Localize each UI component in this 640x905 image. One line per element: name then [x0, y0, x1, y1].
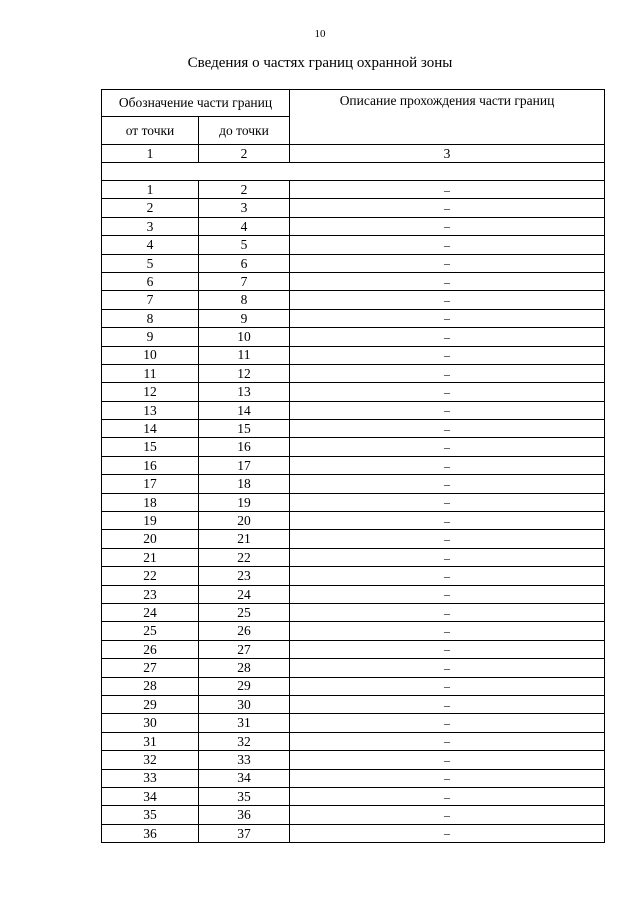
cell-description: – — [290, 456, 605, 474]
cell-from-point: 20 — [102, 530, 199, 548]
cell-to-point: 4 — [199, 217, 290, 235]
cell-description: – — [290, 328, 605, 346]
empty-separator-row — [102, 163, 605, 181]
cell-from-point: 16 — [102, 456, 199, 474]
cell-from-point: 28 — [102, 677, 199, 695]
cell-description: – — [290, 751, 605, 769]
table-row — [102, 309, 605, 327]
cell-to-point: 17 — [199, 456, 290, 474]
cell-to-point: 25 — [199, 603, 290, 621]
table-row — [102, 346, 605, 364]
cell-from-point: 26 — [102, 640, 199, 658]
cell-from-point: 36 — [102, 824, 199, 842]
cell-to-point: 14 — [199, 401, 290, 419]
cell-from-point: 35 — [102, 806, 199, 824]
table-row — [102, 751, 605, 769]
cell-description: – — [290, 769, 605, 787]
cell-description: – — [290, 603, 605, 621]
cell-to-point: 27 — [199, 640, 290, 658]
cell-from-point: 23 — [102, 585, 199, 603]
cell-to-point: 24 — [199, 585, 290, 603]
cell-to-point: 6 — [199, 254, 290, 272]
cell-to-point: 19 — [199, 493, 290, 511]
cell-from-point: 18 — [102, 493, 199, 511]
boundary-parts-table — [101, 89, 605, 843]
cell-description: – — [290, 548, 605, 566]
cell-from-point: 29 — [102, 695, 199, 713]
cell-from-point: 14 — [102, 420, 199, 438]
cell-from-point: 27 — [102, 659, 199, 677]
table-row — [102, 475, 605, 493]
table-row — [102, 420, 605, 438]
table-row — [102, 567, 605, 585]
cell-from-point: 11 — [102, 364, 199, 382]
cell-from-point: 10 — [102, 346, 199, 364]
table-row — [102, 181, 605, 199]
cell-description: – — [290, 181, 605, 199]
cell-to-point: 33 — [199, 751, 290, 769]
cell-from-point: 31 — [102, 732, 199, 750]
cell-to-point: 12 — [199, 364, 290, 382]
cell-from-point: 22 — [102, 567, 199, 585]
cell-to-point: 13 — [199, 383, 290, 401]
table-row — [102, 383, 605, 401]
table-row — [102, 217, 605, 235]
cell-to-point: 30 — [199, 695, 290, 713]
cell-description: – — [290, 787, 605, 805]
table-row — [102, 493, 605, 511]
cell-from-point: 25 — [102, 622, 199, 640]
cell-description: – — [290, 199, 605, 217]
column-number-2: 2 — [199, 145, 290, 163]
table-row — [102, 530, 605, 548]
cell-from-point: 2 — [102, 199, 199, 217]
cell-description: – — [290, 824, 605, 842]
cell-from-point: 15 — [102, 438, 199, 456]
cell-description: – — [290, 732, 605, 750]
table-row — [102, 512, 605, 530]
cell-description: – — [290, 512, 605, 530]
cell-description: – — [290, 420, 605, 438]
cell-to-point: 15 — [199, 420, 290, 438]
header-description: Описание прохождения части границ — [290, 90, 605, 145]
cell-to-point: 9 — [199, 309, 290, 327]
table-row — [102, 695, 605, 713]
page-title: Сведения о частях границ охранной зоны — [187, 55, 453, 71]
cell-from-point: 33 — [102, 769, 199, 787]
cell-to-point: 5 — [199, 236, 290, 254]
cell-description: – — [290, 659, 605, 677]
cell-from-point: 3 — [102, 217, 199, 235]
table-row — [102, 254, 605, 272]
cell-from-point: 30 — [102, 714, 199, 732]
table-row — [102, 456, 605, 474]
cell-from-point: 34 — [102, 787, 199, 805]
cell-description: – — [290, 254, 605, 272]
cell-to-point: 10 — [199, 328, 290, 346]
cell-from-point: 7 — [102, 291, 199, 309]
cell-to-point: 29 — [199, 677, 290, 695]
table-row — [102, 548, 605, 566]
header-designation: Обозначение части границ — [102, 90, 290, 117]
cell-description: – — [290, 309, 605, 327]
cell-description: – — [290, 493, 605, 511]
cell-description: – — [290, 401, 605, 419]
table-row — [102, 364, 605, 382]
cell-description: – — [290, 383, 605, 401]
cell-to-point: 34 — [199, 769, 290, 787]
table-row — [102, 401, 605, 419]
cell-from-point: 24 — [102, 603, 199, 621]
column-number-3: 3 — [290, 145, 605, 163]
cell-to-point: 20 — [199, 512, 290, 530]
cell-from-point: 12 — [102, 383, 199, 401]
cell-from-point: 8 — [102, 309, 199, 327]
cell-to-point: 31 — [199, 714, 290, 732]
table-row — [102, 787, 605, 805]
cell-to-point: 35 — [199, 787, 290, 805]
cell-description: – — [290, 272, 605, 290]
cell-to-point: 21 — [199, 530, 290, 548]
table-row — [102, 824, 605, 842]
table-row — [102, 438, 605, 456]
cell-from-point: 32 — [102, 751, 199, 769]
table-row — [102, 585, 605, 603]
cell-from-point: 1 — [102, 181, 199, 199]
cell-description: – — [290, 640, 605, 658]
cell-from-point: 21 — [102, 548, 199, 566]
cell-to-point: 32 — [199, 732, 290, 750]
header-from: от точки — [102, 117, 199, 145]
table-row — [102, 236, 605, 254]
page-number: 10 — [314, 28, 326, 40]
cell-to-point: 22 — [199, 548, 290, 566]
cell-to-point: 2 — [199, 181, 290, 199]
cell-description: – — [290, 714, 605, 732]
table-row — [102, 659, 605, 677]
cell-to-point: 36 — [199, 806, 290, 824]
cell-description: – — [290, 567, 605, 585]
cell-to-point: 11 — [199, 346, 290, 364]
cell-from-point: 17 — [102, 475, 199, 493]
cell-description: – — [290, 530, 605, 548]
header-to: до точки — [199, 117, 290, 145]
cell-from-point: 5 — [102, 254, 199, 272]
cell-description: – — [290, 677, 605, 695]
cell-from-point: 4 — [102, 236, 199, 254]
cell-description: – — [290, 695, 605, 713]
cell-description: – — [290, 236, 605, 254]
cell-description: – — [290, 346, 605, 364]
cell-to-point: 28 — [199, 659, 290, 677]
table-row — [102, 328, 605, 346]
cell-description: – — [290, 622, 605, 640]
cell-to-point: 7 — [199, 272, 290, 290]
column-number-1: 1 — [102, 145, 199, 163]
table-body — [102, 181, 605, 843]
cell-to-point: 8 — [199, 291, 290, 309]
cell-to-point: 23 — [199, 567, 290, 585]
table-row — [102, 640, 605, 658]
cell-description: – — [290, 585, 605, 603]
cell-to-point: 26 — [199, 622, 290, 640]
table-row — [102, 199, 605, 217]
cell-description: – — [290, 475, 605, 493]
cell-to-point: 16 — [199, 438, 290, 456]
cell-to-point: 3 — [199, 199, 290, 217]
table-row — [102, 677, 605, 695]
cell-description: – — [290, 806, 605, 824]
table-row — [102, 272, 605, 290]
cell-to-point: 37 — [199, 824, 290, 842]
cell-from-point: 6 — [102, 272, 199, 290]
table-row — [102, 806, 605, 824]
cell-description: – — [290, 438, 605, 456]
cell-description: – — [290, 217, 605, 235]
table-row — [102, 622, 605, 640]
cell-from-point: 9 — [102, 328, 199, 346]
cell-to-point: 18 — [199, 475, 290, 493]
table-row — [102, 291, 605, 309]
cell-description: – — [290, 364, 605, 382]
cell-from-point: 19 — [102, 512, 199, 530]
table-row — [102, 603, 605, 621]
cell-from-point: 13 — [102, 401, 199, 419]
table-row — [102, 769, 605, 787]
cell-description: – — [290, 291, 605, 309]
table-row — [102, 714, 605, 732]
table-row — [102, 732, 605, 750]
